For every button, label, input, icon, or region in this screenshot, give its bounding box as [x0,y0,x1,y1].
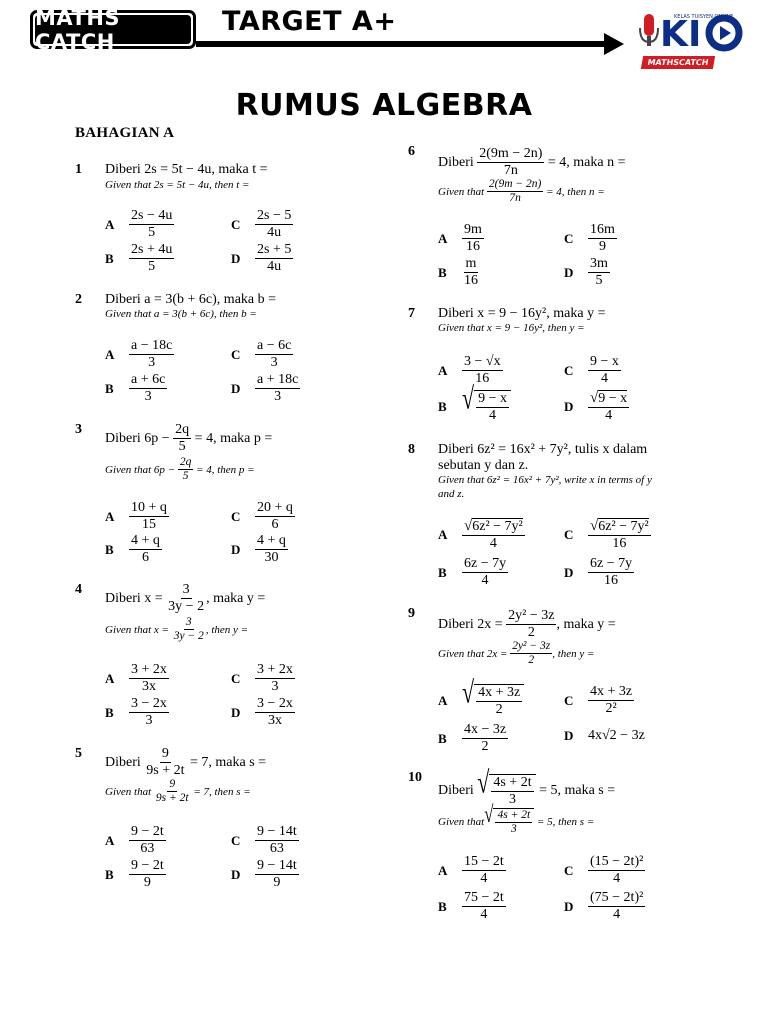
option-letter: D [231,541,241,557]
option-a[interactable] [105,662,169,695]
option-letter: D [564,728,574,743]
option-fraction: $\frac{3 - 2x}{3}$ [131,696,167,729]
question-3 [75,422,375,572]
square-root: √ $\frac{9 - x}{4}$ [462,390,511,424]
option-a[interactable] [438,854,506,887]
option-fraction: $\frac{a - 18c}{3}$ [131,338,173,371]
option-d[interactable] [564,890,645,923]
option-fraction: $\frac{3m}{5}$ [590,256,608,289]
option-fraction: $\frac{75 - 2t}{4}$ [464,890,504,923]
option-a[interactable] [105,338,174,371]
option-letter: C [231,832,241,848]
option-a[interactable] [438,222,484,255]
option-letter: A [105,508,115,524]
option-b[interactable] [438,556,508,589]
option-letter: C [231,508,241,524]
option-a[interactable] [438,518,525,552]
question-2 [75,292,375,412]
kio-logo-icon [636,6,752,56]
page-title: RUMUS ALGEBRA [235,88,533,123]
option-fraction: $\frac{10 + q}{15}$ [131,500,167,533]
question-text-english: Given that 2s = 5t − 4u, then t = [105,179,250,191]
option-fraction: $\frac{2s + 5}{4u}$ [257,242,292,275]
option-letter: A [438,230,448,246]
option-d[interactable] [231,533,288,566]
option-letter: C [231,670,241,686]
question-text-malay: Diberi $\frac{2(9m - 2n)}{7n}$ = 4, maka n = [438,146,626,179]
option-c[interactable] [564,354,621,387]
option-letter: B [105,704,114,720]
option-a[interactable] [105,500,169,533]
option-b[interactable] [438,256,480,289]
option-letter: C [231,346,241,362]
option-fraction: $\frac{a + 18c}{3}$ [257,372,299,405]
question-number: 4 [75,582,82,597]
option-c[interactable] [231,208,293,241]
question-text-malay: Diberi 6p − $\frac{2q}{5}$ = 4, maka p = [105,422,273,455]
option-d[interactable] [231,242,293,275]
question-number: 2 [75,292,82,307]
option-letter: D [231,704,241,720]
square-root: √ $\frac{4x + 3z}{2}$ [462,684,524,718]
option-d[interactable] [564,728,645,744]
question-8 [408,442,738,592]
question-text-english-line2: and z. [438,488,465,500]
question-number: 1 [75,162,82,177]
question-number: 6 [408,144,415,159]
option-fraction: $\frac{6z - 7y}{4}$ [464,556,507,589]
option-c[interactable] [564,222,617,255]
option-a[interactable] [105,824,166,857]
option-fraction: $\frac{9m}{16}$ [464,222,482,255]
option-b[interactable] [105,858,166,891]
option-fraction: $\frac{9 - 2t}{9}$ [131,858,164,891]
option-fraction: $\frac{m}{16}$ [464,256,478,289]
option-letter: B [105,866,114,882]
question-text-english: Given that 6z² = 16x² + 7y², write x in terms of y [438,474,652,486]
question-7 [408,306,738,430]
option-letter: D [231,250,241,266]
question-number: 3 [75,422,82,437]
option-expression: 4x√2 − 3z [588,728,645,743]
option-c[interactable] [564,854,645,887]
question-text-english: Given that a = 3(b + 6c), then b = [105,308,257,320]
logo-small-text: KELAS TUISYEN ONLINE [674,14,734,20]
option-letter: D [231,866,241,882]
option-letter: A [105,216,115,232]
option-fraction: $\frac{4 + q}{30}$ [257,533,286,566]
logo-tag: MATHSCATCH [641,56,715,69]
option-fraction: $\frac{\text{√6z² − 7y²}}{4}$ [464,518,523,552]
question-number: 7 [408,306,415,321]
arrow-line [196,41,608,47]
option-letter: D [231,380,241,396]
option-fraction: $\frac{3 + 2x}{3}$ [257,662,293,695]
option-a[interactable] [105,208,174,241]
option-d[interactable] [564,556,634,589]
option-letter: A [438,862,448,878]
question-text-malay: Diberi √ $\frac{4s + 2t}{3}$ = 5, maka s = [438,764,616,808]
option-letter: C [231,216,241,232]
svg-text:K: K [660,14,688,55]
option-c[interactable] [564,684,634,717]
option-letter: D [564,399,574,415]
option-letter: B [105,380,114,396]
question-number: 10 [408,770,422,785]
option-letter: A [105,670,115,686]
option-letter: B [438,399,447,415]
question-1 [75,162,375,282]
option-letter: C [564,692,574,708]
question-text-english: Given that x = $\frac{3}{3y - 2}$ , then y = [105,616,249,643]
option-fraction: $\frac{2s + 4u}{5}$ [131,242,173,275]
option-a[interactable] [438,674,524,718]
option-b[interactable] [438,890,506,923]
option-fraction: $\frac{\text{(75 − 2t)²}}{4}$ [590,890,644,923]
option-letter: C [564,527,574,543]
question-text-english: Given that $\frac{2(9m - 2n)}{7n}$ = 4, then n = [438,178,605,205]
question-9 [408,606,738,756]
option-d[interactable] [564,256,610,289]
option-c[interactable] [231,500,295,533]
option-fraction: $\frac{9 - 14t}{63}$ [257,824,297,857]
option-d[interactable] [564,390,629,424]
question-5 [75,746,375,896]
option-letter: B [105,541,114,557]
option-d[interactable] [231,858,299,891]
question-text-english: Given that $\frac{9}{9s + 2t}$ = 7, then s = [105,778,251,805]
option-fraction: $\frac{\text{(15 − 2t)²}}{4}$ [590,854,644,887]
svg-text:I: I [688,14,702,55]
option-c[interactable] [231,338,293,371]
option-b[interactable] [105,372,167,405]
question-text-malay: Diberi $\frac{9}{9s + 2t}$ = 7, maka s = [105,746,267,779]
option-fraction: $\frac{15 - 2t}{4}$ [464,854,504,887]
option-b[interactable] [105,696,169,729]
question-text-malay: Diberi a = 3(b + 6c), maka b = [105,292,277,307]
question-text-malay: Diberi x = $\frac{3}{3y - 2}$ , maka y = [105,582,266,615]
option-b[interactable] [438,380,511,424]
option-fraction: $\frac{\text{√6z² − 7y²}}{16}$ [590,518,649,552]
question-text-malay: Diberi 2s = 5t − 4u, maka t = [105,162,268,177]
option-letter: C [564,362,574,378]
option-letter: C [564,230,574,246]
section-title: BAHAGIAN A [75,125,175,141]
option-fraction: $\frac{9 - x}{4}$ [590,354,619,387]
option-letter: B [438,898,447,914]
option-fraction: $\frac{2s - 5}{4u}$ [257,208,292,241]
option-fraction: $\frac{4 + q}{6}$ [131,533,160,566]
question-text-english: Given that √ $\frac{4s + 2t}{3}$ = 5, then s = [438,800,595,836]
option-fraction: $\frac{a - 6c}{3}$ [257,338,292,371]
question-6 [408,144,738,294]
option-fraction: $\frac{3 - 2x}{3x}$ [257,696,293,729]
option-fraction: $\frac{16m}{9}$ [590,222,615,255]
option-fraction: $\frac{9 - 2t}{63}$ [131,824,164,857]
brand-text: MATHS CATCH [35,15,191,44]
option-fraction: $\frac{3 + 2x}{3x}$ [131,662,167,695]
option-fraction: $\frac{2s - 4u}{5}$ [131,208,173,241]
option-fraction: $\frac{√9 - x}{4}$ [590,390,628,424]
target-title: TARGET A+ [222,6,397,37]
option-fraction: $\frac{a + 6c}{3}$ [131,372,166,405]
option-b[interactable] [105,533,162,566]
brand-badge [30,5,196,54]
option-letter: B [438,730,447,746]
option-letter: A [438,693,448,709]
option-letter: D [564,898,574,914]
question-text-malay: Diberi 6z² = 16x² + 7y², tulis x dalam [438,442,648,457]
question-text-malay: Diberi 2x = $\frac{\text{2y² − 3z}}{2}$ , maka y = [438,608,616,641]
question-number: 9 [408,606,415,621]
option-letter: A [438,362,448,378]
option-letter: A [105,346,115,362]
option-fraction: $\frac{4x + 3z}{\text{2²}}$ [590,684,633,717]
question-4 [75,582,375,732]
option-fraction: $\frac{6z - 7y}{16}$ [590,556,633,589]
option-d[interactable] [231,372,300,405]
option-fraction: $\frac{20 + q}{6}$ [257,500,293,533]
option-letter: B [438,564,447,580]
option-letter: A [105,832,115,848]
option-letter: D [564,564,574,580]
question-text-english: Given that 2x = $\frac{\text{2y² − 3z}}{2}$ , then y = [438,640,595,667]
option-letter: C [564,862,574,878]
question-text-english: Given that 6p − $\frac{2q}{5}$ = 4, then p = [105,456,255,483]
option-letter: D [564,264,574,280]
question-text-english: Given that x = 9 − 16y², then y = [438,322,585,334]
question-text-malay: Diberi x = 9 − 16y², maka y = [438,306,606,321]
question-number: 5 [75,746,82,761]
option-b[interactable] [105,242,174,275]
question-number: 8 [408,442,415,457]
option-c[interactable] [231,824,299,857]
question-text-malay-line2: sebutan y dan z. [438,458,529,473]
option-c[interactable] [564,518,651,552]
option-letter: B [438,264,447,280]
option-letter: A [438,527,448,543]
option-fraction: $\frac{9 - 14t}{9}$ [257,858,297,891]
option-fraction: $\frac{4x - 3z}{2}$ [464,722,507,755]
option-d[interactable] [231,696,295,729]
option-c[interactable] [231,662,295,695]
arrow-head-icon [604,33,624,55]
kio-logo [636,6,752,67]
option-fraction: $\frac{3 - √x}{16}$ [464,354,501,387]
option-letter: B [105,250,114,266]
option-b[interactable] [438,722,508,755]
question-10 [408,764,738,930]
